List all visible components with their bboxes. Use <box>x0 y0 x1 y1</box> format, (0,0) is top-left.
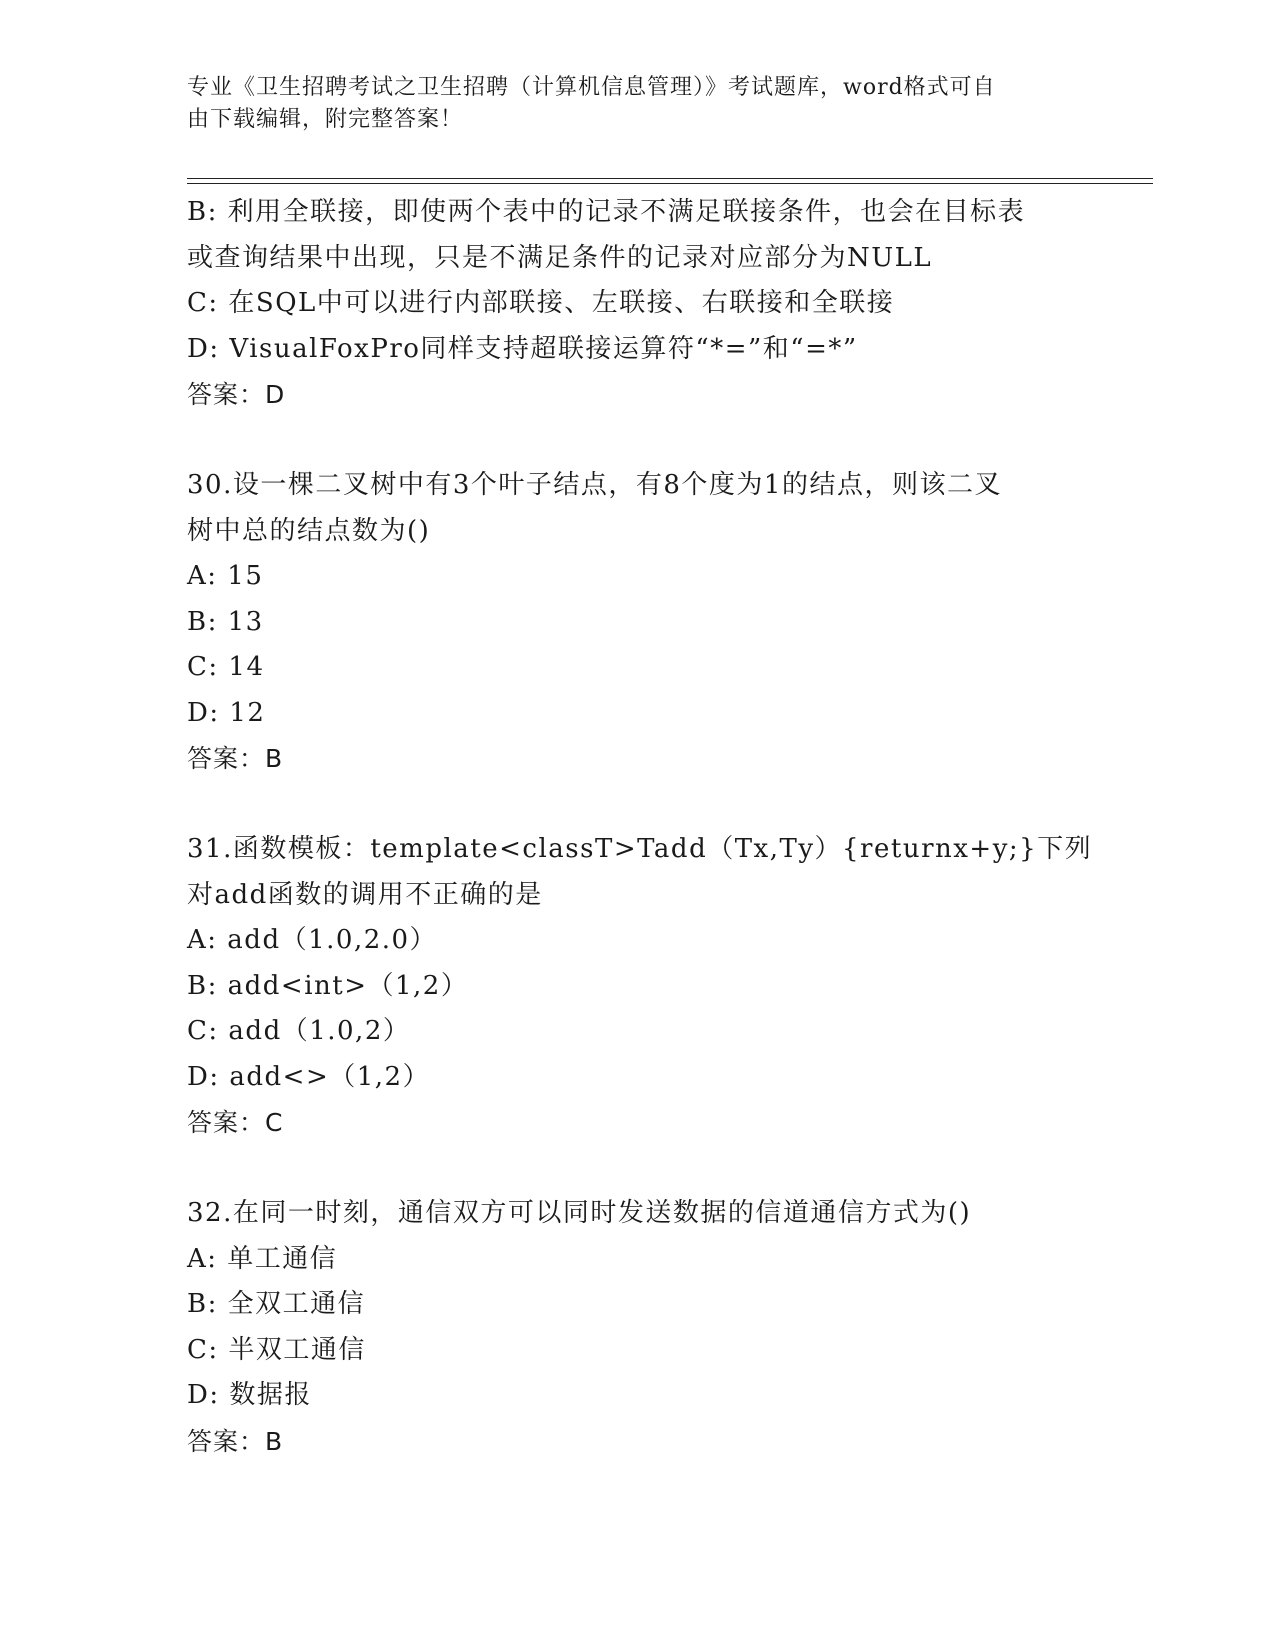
question-30 <box>187 463 1087 782</box>
header-divider-top <box>187 178 1153 179</box>
answer-label: 答案：B <box>187 744 284 773</box>
option-b: B: 13 <box>187 606 264 637</box>
option-a: A: add（1.0,2.0） <box>187 925 438 955</box>
document-header <box>187 72 1067 136</box>
option-c: C: 14 <box>187 652 265 682</box>
header-line-1: 专业《卫生招聘考试之卫生招聘（计算机信息管理）》考试题库，word格式可自 <box>187 75 996 100</box>
header-divider-bottom <box>187 183 1153 184</box>
spacer <box>187 418 1087 464</box>
option-a: A: 单工通信 <box>187 1243 338 1274</box>
answer-label: 答案：C <box>187 1108 284 1137</box>
header-line-2: 由下载编辑，附完整答案！ <box>187 107 464 132</box>
option-a: A: 15 <box>187 561 264 591</box>
option-c: C: 半双工通信 <box>187 1334 366 1365</box>
question-29-continued <box>187 190 1087 418</box>
spacer <box>187 1146 1087 1192</box>
question-stem-line-1: 30.设一棵二叉树中有3个叶子结点，有8个度为1的结点，则该二叉 <box>187 470 1002 500</box>
spacer <box>187 782 1087 828</box>
option-c: C: 在SQL中可以进行内部联接、左联接、右联接和全联接 <box>187 288 895 318</box>
option-b-line-2: 或查询结果中出现，只是不满足条件的记录对应部分为NULL <box>187 242 933 273</box>
question-stem-line-1: 31.函数模板：template<classT>Tadd（Tx,Ty）{returnx+y;}下列 <box>187 834 1093 864</box>
option-b: B: 全双工通信 <box>187 1289 366 1319</box>
option-d: D: 数据报 <box>187 1380 312 1410</box>
answer-label: 答案：B <box>187 1426 284 1456</box>
question-stem-line-2: 树中总的结点数为() <box>187 515 431 546</box>
option-d: D: 12 <box>187 697 266 728</box>
question-32 <box>187 1191 1087 1464</box>
option-b-line-1: B: 利用全联接，即使两个表中的记录不满足联接条件，也会在目标表 <box>187 197 1026 227</box>
question-list <box>187 190 1093 1464</box>
question-stem-line-2: 对add函数的调用不正确的是 <box>187 879 543 910</box>
option-d: D: VisualFoxPro同样支持超联接运算符“*=”和“=*” <box>187 333 858 364</box>
question-stem-line-1: 32.在同一时刻，通信双方可以同时发送数据的信道通信方式为() <box>187 1198 972 1228</box>
option-b: B: add<int>（1,2） <box>187 970 469 1001</box>
question-31 <box>187 827 1093 1146</box>
option-d: D: add<>（1,2） <box>187 1061 431 1092</box>
option-c: C: add（1.0,2） <box>187 1016 411 1046</box>
answer-label: 答案：D <box>187 380 286 409</box>
